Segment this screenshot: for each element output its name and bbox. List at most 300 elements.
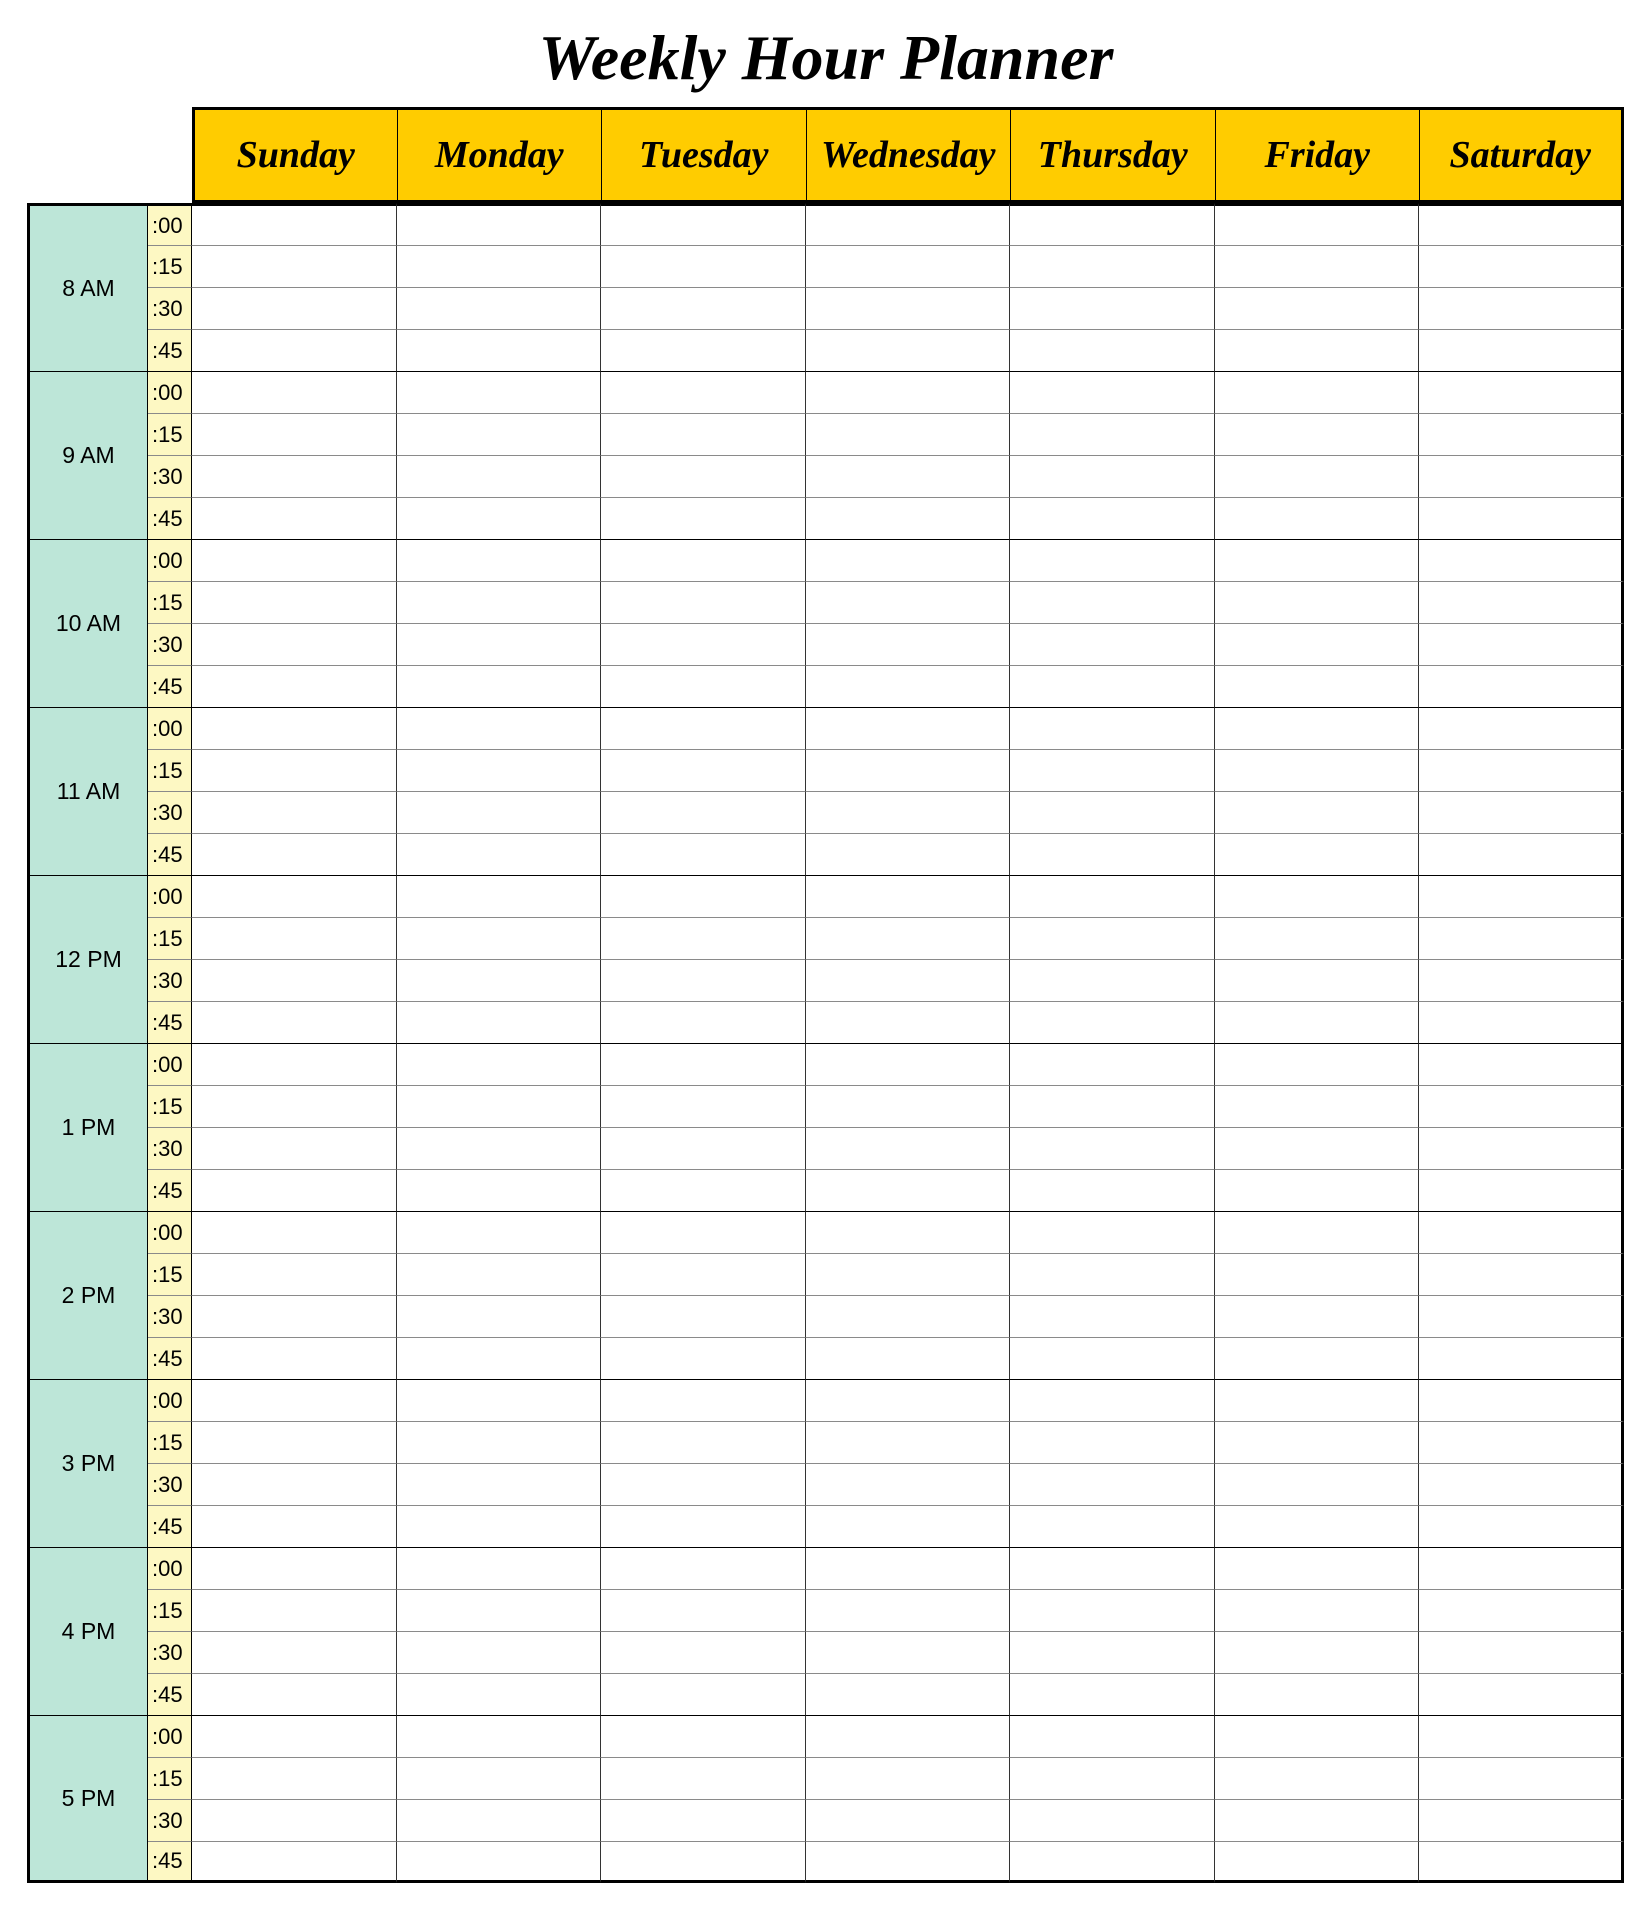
slot-cell[interactable]	[397, 1211, 602, 1253]
quarter-label: :30	[148, 623, 192, 665]
slot-cell[interactable]	[397, 875, 602, 917]
slot-cell[interactable]	[1215, 1211, 1420, 1253]
slot-cell[interactable]	[1419, 287, 1624, 329]
slot-cell[interactable]	[192, 1547, 397, 1589]
slot-cell[interactable]	[1215, 203, 1420, 245]
slot-cell[interactable]	[1215, 1421, 1420, 1463]
day-header-monday: Monday	[397, 107, 602, 203]
hour-label: 12 PM	[27, 875, 148, 1043]
slot-cell[interactable]	[1215, 1799, 1420, 1841]
slot-cell[interactable]	[1215, 1169, 1420, 1211]
slot-cell[interactable]	[601, 1841, 806, 1883]
slot-cell[interactable]	[1419, 1799, 1624, 1841]
quarter-label: :30	[148, 287, 192, 329]
slot-cell[interactable]	[601, 1547, 806, 1589]
slot-cell[interactable]	[1010, 1043, 1215, 1085]
slot-cell[interactable]	[1215, 959, 1420, 1001]
slot-cell[interactable]	[192, 1379, 397, 1421]
slot-cell[interactable]	[192, 1463, 397, 1505]
slot-cell[interactable]	[806, 1043, 1011, 1085]
slot-cell[interactable]	[1010, 833, 1215, 875]
slot-cell[interactable]	[1419, 1379, 1624, 1421]
slot-cell[interactable]	[1010, 1673, 1215, 1715]
slot-cell[interactable]	[1419, 371, 1624, 413]
slot-cell[interactable]	[397, 1043, 602, 1085]
slot-cell[interactable]	[1215, 1001, 1420, 1043]
slot-cell[interactable]	[1010, 1127, 1215, 1169]
quarter-label: :30	[148, 455, 192, 497]
slot-cell[interactable]	[1010, 1547, 1215, 1589]
slot-cell[interactable]	[1419, 665, 1624, 707]
slot-cell[interactable]	[1010, 1085, 1215, 1127]
slot-cell[interactable]	[601, 1631, 806, 1673]
slot-cell[interactable]	[397, 539, 602, 581]
slot-cell[interactable]	[1419, 623, 1624, 665]
slot-cell[interactable]	[1010, 917, 1215, 959]
slot-cell[interactable]	[806, 1715, 1011, 1757]
slot-cell[interactable]	[192, 665, 397, 707]
slot-cell[interactable]	[806, 203, 1011, 245]
slot-cell[interactable]	[1010, 1001, 1215, 1043]
slot-cell[interactable]	[1419, 539, 1624, 581]
slot-cell[interactable]	[806, 1757, 1011, 1799]
slot-cell[interactable]	[1010, 329, 1215, 371]
slot-cell[interactable]	[1419, 329, 1624, 371]
slot-cell[interactable]	[601, 539, 806, 581]
slot-cell[interactable]	[397, 791, 602, 833]
slot-cell[interactable]	[806, 329, 1011, 371]
slot-cell[interactable]	[601, 497, 806, 539]
slot-cell[interactable]	[1010, 1631, 1215, 1673]
slot-cell[interactable]	[1419, 959, 1624, 1001]
slot-cell[interactable]	[397, 1379, 602, 1421]
slot-cell[interactable]	[192, 749, 397, 791]
slot-cell[interactable]	[806, 1085, 1011, 1127]
slot-cell[interactable]	[1010, 455, 1215, 497]
slot-cell[interactable]	[1215, 791, 1420, 833]
slot-cell[interactable]	[192, 1673, 397, 1715]
slot-cell[interactable]	[1010, 1841, 1215, 1883]
slot-cell[interactable]	[1419, 917, 1624, 959]
slot-cell[interactable]	[192, 1715, 397, 1757]
slot-cell[interactable]	[601, 1001, 806, 1043]
slot-cell[interactable]	[1215, 917, 1420, 959]
slot-cell[interactable]	[1215, 287, 1420, 329]
slot-cell[interactable]	[1215, 245, 1420, 287]
quarter-label: :30	[148, 1127, 192, 1169]
slot-cell[interactable]	[806, 1169, 1011, 1211]
slot-cell[interactable]	[397, 707, 602, 749]
slot-cell[interactable]	[192, 707, 397, 749]
slot-cell[interactable]	[601, 1799, 806, 1841]
slot-cell[interactable]	[397, 1169, 602, 1211]
slot-cell[interactable]	[1419, 1295, 1624, 1337]
slot-cell[interactable]	[806, 1463, 1011, 1505]
slot-cell[interactable]	[806, 665, 1011, 707]
slot-cell[interactable]	[192, 791, 397, 833]
slot-cell[interactable]	[192, 455, 397, 497]
slot-cell[interactable]	[601, 833, 806, 875]
slot-cell[interactable]	[601, 413, 806, 455]
slot-cell[interactable]	[601, 203, 806, 245]
slot-cell[interactable]	[192, 1337, 397, 1379]
slot-cell[interactable]	[397, 1085, 602, 1127]
day-header-saturday: Saturday	[1419, 107, 1624, 203]
slot-cell[interactable]	[1010, 539, 1215, 581]
slot-cell[interactable]	[1010, 497, 1215, 539]
slot-cell[interactable]	[1419, 791, 1624, 833]
slot-cell[interactable]	[397, 1715, 602, 1757]
slot-cell[interactable]	[806, 1799, 1011, 1841]
slot-cell[interactable]	[1215, 1253, 1420, 1295]
slot-cell[interactable]	[192, 1127, 397, 1169]
slot-cell[interactable]	[1419, 413, 1624, 455]
slot-cell[interactable]	[192, 1001, 397, 1043]
slot-cell[interactable]	[1215, 1295, 1420, 1337]
quarter-label: :45	[148, 1337, 192, 1379]
slot-cell[interactable]	[1215, 539, 1420, 581]
slot-cell[interactable]	[397, 665, 602, 707]
slot-cell[interactable]	[601, 1295, 806, 1337]
slot-cell[interactable]	[806, 749, 1011, 791]
slot-cell[interactable]	[806, 623, 1011, 665]
slot-cell[interactable]	[1010, 1463, 1215, 1505]
slot-cell[interactable]	[601, 1421, 806, 1463]
slot-cell[interactable]	[192, 581, 397, 623]
slot-cell[interactable]	[397, 413, 602, 455]
slot-cell[interactable]	[1419, 1463, 1624, 1505]
slot-cell[interactable]	[192, 833, 397, 875]
slot-cell[interactable]	[192, 1631, 397, 1673]
slot-cell[interactable]	[397, 497, 602, 539]
slot-cell[interactable]	[1215, 1547, 1420, 1589]
slot-cell[interactable]	[601, 455, 806, 497]
slot-cell[interactable]	[192, 1841, 397, 1883]
slot-cell[interactable]	[806, 959, 1011, 1001]
slot-cell[interactable]	[397, 1631, 602, 1673]
slot-cell[interactable]	[1010, 707, 1215, 749]
slot-cell[interactable]	[601, 1253, 806, 1295]
slot-cell[interactable]	[397, 1505, 602, 1547]
slot-cell[interactable]	[192, 1211, 397, 1253]
slot-cell[interactable]	[397, 581, 602, 623]
slot-cell[interactable]	[601, 707, 806, 749]
slot-cell[interactable]	[601, 623, 806, 665]
slot-cell[interactable]	[1010, 581, 1215, 623]
slot-cell[interactable]	[1215, 1715, 1420, 1757]
slot-cell[interactable]	[397, 1295, 602, 1337]
slot-cell[interactable]	[397, 1799, 602, 1841]
slot-cell[interactable]	[1010, 1337, 1215, 1379]
slot-cell[interactable]	[601, 665, 806, 707]
slot-cell[interactable]	[397, 1547, 602, 1589]
slot-cell[interactable]	[806, 245, 1011, 287]
slot-cell[interactable]	[1215, 875, 1420, 917]
slot-cell[interactable]	[806, 791, 1011, 833]
slot-cell[interactable]	[601, 1211, 806, 1253]
slot-cell[interactable]	[1010, 623, 1215, 665]
slot-cell[interactable]	[397, 749, 602, 791]
slot-cell[interactable]	[806, 539, 1011, 581]
slot-cell[interactable]	[806, 1253, 1011, 1295]
slot-cell[interactable]	[1215, 1379, 1420, 1421]
slot-cell[interactable]	[806, 1631, 1011, 1673]
slot-cell[interactable]	[192, 623, 397, 665]
slot-cell[interactable]	[806, 1211, 1011, 1253]
slot-cell[interactable]	[806, 1337, 1011, 1379]
slot-cell[interactable]	[806, 917, 1011, 959]
slot-cell[interactable]	[192, 1421, 397, 1463]
slot-cell[interactable]	[1010, 371, 1215, 413]
slot-cell[interactable]	[806, 371, 1011, 413]
slot-cell[interactable]	[601, 245, 806, 287]
slot-cell[interactable]	[1010, 1421, 1215, 1463]
slot-cell[interactable]	[806, 707, 1011, 749]
slot-cell[interactable]	[1215, 1463, 1420, 1505]
slot-cell[interactable]	[1215, 1757, 1420, 1799]
slot-cell[interactable]	[397, 371, 602, 413]
slot-cell[interactable]	[1010, 1253, 1215, 1295]
slot-cell[interactable]	[1419, 1673, 1624, 1715]
slot-cell[interactable]	[601, 1505, 806, 1547]
slot-cell[interactable]	[1419, 875, 1624, 917]
slot-cell[interactable]	[601, 329, 806, 371]
hour-label: 5 PM	[27, 1715, 148, 1883]
slot-cell[interactable]	[1010, 203, 1215, 245]
slot-cell[interactable]	[1419, 749, 1624, 791]
slot-cell[interactable]	[1010, 791, 1215, 833]
slot-cell[interactable]	[806, 413, 1011, 455]
slot-cell[interactable]	[601, 1127, 806, 1169]
slot-cell[interactable]	[397, 203, 602, 245]
slot-cell[interactable]	[1215, 581, 1420, 623]
slot-cell[interactable]	[192, 203, 397, 245]
slot-cell[interactable]	[1010, 287, 1215, 329]
quarter-label: :00	[148, 203, 192, 245]
slot-cell[interactable]	[192, 875, 397, 917]
slot-cell[interactable]	[601, 1337, 806, 1379]
slot-cell[interactable]	[601, 959, 806, 1001]
slot-cell[interactable]	[192, 329, 397, 371]
slot-cell[interactable]	[1419, 1337, 1624, 1379]
slot-cell[interactable]	[806, 1379, 1011, 1421]
slot-cell[interactable]	[806, 287, 1011, 329]
slot-cell[interactable]	[1419, 1631, 1624, 1673]
slot-cell[interactable]	[1215, 1841, 1420, 1883]
slot-cell[interactable]	[397, 1253, 602, 1295]
slot-cell[interactable]	[1419, 1589, 1624, 1631]
slot-cell[interactable]	[1010, 1379, 1215, 1421]
slot-cell[interactable]	[1419, 1169, 1624, 1211]
slot-cell[interactable]	[1419, 245, 1624, 287]
slot-cell[interactable]	[192, 1589, 397, 1631]
slot-cell[interactable]	[192, 245, 397, 287]
slot-cell[interactable]	[397, 245, 602, 287]
slot-cell[interactable]	[192, 959, 397, 1001]
hour-label: 2 PM	[27, 1211, 148, 1379]
slot-cell[interactable]	[192, 1799, 397, 1841]
slot-cell[interactable]	[192, 497, 397, 539]
slot-cell[interactable]	[397, 1841, 602, 1883]
slot-cell[interactable]	[192, 371, 397, 413]
slot-cell[interactable]	[601, 1715, 806, 1757]
slot-cell[interactable]	[601, 791, 806, 833]
slot-cell[interactable]	[601, 1085, 806, 1127]
slot-cell[interactable]	[806, 497, 1011, 539]
slot-cell[interactable]	[1215, 623, 1420, 665]
quarter-label: :00	[148, 1043, 192, 1085]
slot-cell[interactable]	[1010, 1715, 1215, 1757]
slot-cell[interactable]	[1419, 1253, 1624, 1295]
slot-cell[interactable]	[601, 1589, 806, 1631]
slot-cell[interactable]	[601, 749, 806, 791]
slot-cell[interactable]	[1010, 245, 1215, 287]
slot-cell[interactable]	[192, 1043, 397, 1085]
slot-cell[interactable]	[192, 1085, 397, 1127]
slot-cell[interactable]	[397, 1337, 602, 1379]
slot-cell[interactable]	[192, 1295, 397, 1337]
slot-cell[interactable]	[1010, 749, 1215, 791]
slot-cell[interactable]	[1215, 1673, 1420, 1715]
slot-cell[interactable]	[1010, 1757, 1215, 1799]
slot-cell[interactable]	[1010, 1589, 1215, 1631]
slot-cell[interactable]	[1010, 1295, 1215, 1337]
slot-cell[interactable]	[397, 1463, 602, 1505]
slot-cell[interactable]	[601, 1757, 806, 1799]
slot-cell[interactable]	[397, 455, 602, 497]
quarter-label: :00	[148, 1379, 192, 1421]
slot-cell[interactable]	[601, 917, 806, 959]
quarter-label: :15	[148, 1253, 192, 1295]
slot-cell[interactable]	[1215, 665, 1420, 707]
slot-cell[interactable]	[192, 287, 397, 329]
slot-cell[interactable]	[1419, 1547, 1624, 1589]
slot-cell[interactable]	[192, 1757, 397, 1799]
slot-cell[interactable]	[192, 917, 397, 959]
slot-cell[interactable]	[397, 1589, 602, 1631]
slot-cell[interactable]	[1010, 665, 1215, 707]
quarter-label: :15	[148, 917, 192, 959]
slot-cell[interactable]	[601, 1673, 806, 1715]
slot-cell[interactable]	[397, 1421, 602, 1463]
quarter-label: :45	[148, 1673, 192, 1715]
slot-cell[interactable]	[1215, 749, 1420, 791]
slot-cell[interactable]	[1010, 875, 1215, 917]
slot-cell[interactable]	[1215, 413, 1420, 455]
slot-cell[interactable]	[1419, 1043, 1624, 1085]
slot-cell[interactable]	[601, 1169, 806, 1211]
slot-cell[interactable]	[397, 287, 602, 329]
slot-cell[interactable]	[806, 1673, 1011, 1715]
slot-cell[interactable]	[1010, 1169, 1215, 1211]
slot-cell[interactable]	[397, 833, 602, 875]
slot-cell[interactable]	[1419, 1715, 1624, 1757]
slot-cell[interactable]	[806, 833, 1011, 875]
slot-cell[interactable]	[192, 1169, 397, 1211]
slot-cell[interactable]	[1419, 1127, 1624, 1169]
slot-cell[interactable]	[1215, 1505, 1420, 1547]
slot-cell[interactable]	[1419, 1757, 1624, 1799]
slot-cell[interactable]	[806, 1505, 1011, 1547]
slot-cell[interactable]	[806, 1841, 1011, 1883]
slot-cell[interactable]	[397, 1001, 602, 1043]
slot-cell[interactable]	[601, 1379, 806, 1421]
slot-cell[interactable]	[1215, 1127, 1420, 1169]
slot-cell[interactable]	[1215, 1085, 1420, 1127]
slot-cell[interactable]	[806, 1589, 1011, 1631]
slot-cell[interactable]	[397, 1757, 602, 1799]
slot-cell[interactable]	[1215, 371, 1420, 413]
slot-cell[interactable]	[601, 287, 806, 329]
slot-cell[interactable]	[806, 455, 1011, 497]
slot-cell[interactable]	[806, 1127, 1011, 1169]
slot-cell[interactable]	[1215, 329, 1420, 371]
slot-cell[interactable]	[1215, 497, 1420, 539]
slot-cell[interactable]	[1419, 1841, 1624, 1883]
slot-cell[interactable]	[397, 1127, 602, 1169]
slot-cell[interactable]	[1010, 1211, 1215, 1253]
slot-cell[interactable]	[806, 1295, 1011, 1337]
slot-cell[interactable]	[806, 875, 1011, 917]
slot-cell[interactable]	[1215, 1043, 1420, 1085]
slot-cell[interactable]	[1419, 707, 1624, 749]
slot-cell[interactable]	[1419, 455, 1624, 497]
hour-label: 4 PM	[27, 1547, 148, 1715]
slot-cell[interactable]	[1419, 1505, 1624, 1547]
slot-cell[interactable]	[1419, 1085, 1624, 1127]
slot-cell[interactable]	[601, 1463, 806, 1505]
slot-cell[interactable]	[601, 371, 806, 413]
slot-cell[interactable]	[1419, 833, 1624, 875]
slot-cell[interactable]	[1419, 1001, 1624, 1043]
slot-cell[interactable]	[1215, 1337, 1420, 1379]
quarter-label: :45	[148, 497, 192, 539]
slot-cell[interactable]	[397, 917, 602, 959]
slot-cell[interactable]	[397, 329, 602, 371]
slot-cell[interactable]	[397, 623, 602, 665]
slot-cell[interactable]	[397, 959, 602, 1001]
slot-cell[interactable]	[601, 1043, 806, 1085]
slot-cell[interactable]	[192, 1505, 397, 1547]
slot-cell[interactable]	[1010, 959, 1215, 1001]
slot-cell[interactable]	[601, 875, 806, 917]
slot-cell[interactable]	[192, 1253, 397, 1295]
quarter-label: :00	[148, 875, 192, 917]
slot-cell[interactable]	[1419, 497, 1624, 539]
slot-cell[interactable]	[1215, 455, 1420, 497]
slot-cell[interactable]	[806, 1547, 1011, 1589]
slot-cell[interactable]	[806, 1001, 1011, 1043]
slot-cell[interactable]	[1215, 1631, 1420, 1673]
slot-cell[interactable]	[1419, 1211, 1624, 1253]
slot-cell[interactable]	[1010, 1799, 1215, 1841]
slot-cell[interactable]	[397, 1673, 602, 1715]
slot-cell[interactable]	[1010, 1505, 1215, 1547]
slot-cell[interactable]	[1215, 833, 1420, 875]
slot-cell[interactable]	[192, 539, 397, 581]
slot-cell[interactable]	[1419, 1421, 1624, 1463]
day-header-wednesday: Wednesday	[806, 107, 1011, 203]
slot-cell[interactable]	[192, 413, 397, 455]
slot-cell[interactable]	[1215, 707, 1420, 749]
slot-cell[interactable]	[1419, 203, 1624, 245]
slot-cell[interactable]	[1215, 1589, 1420, 1631]
slot-cell[interactable]	[601, 581, 806, 623]
slot-cell[interactable]	[806, 581, 1011, 623]
slot-cell[interactable]	[806, 1421, 1011, 1463]
slot-cell[interactable]	[1010, 413, 1215, 455]
slot-cell[interactable]	[1419, 581, 1624, 623]
